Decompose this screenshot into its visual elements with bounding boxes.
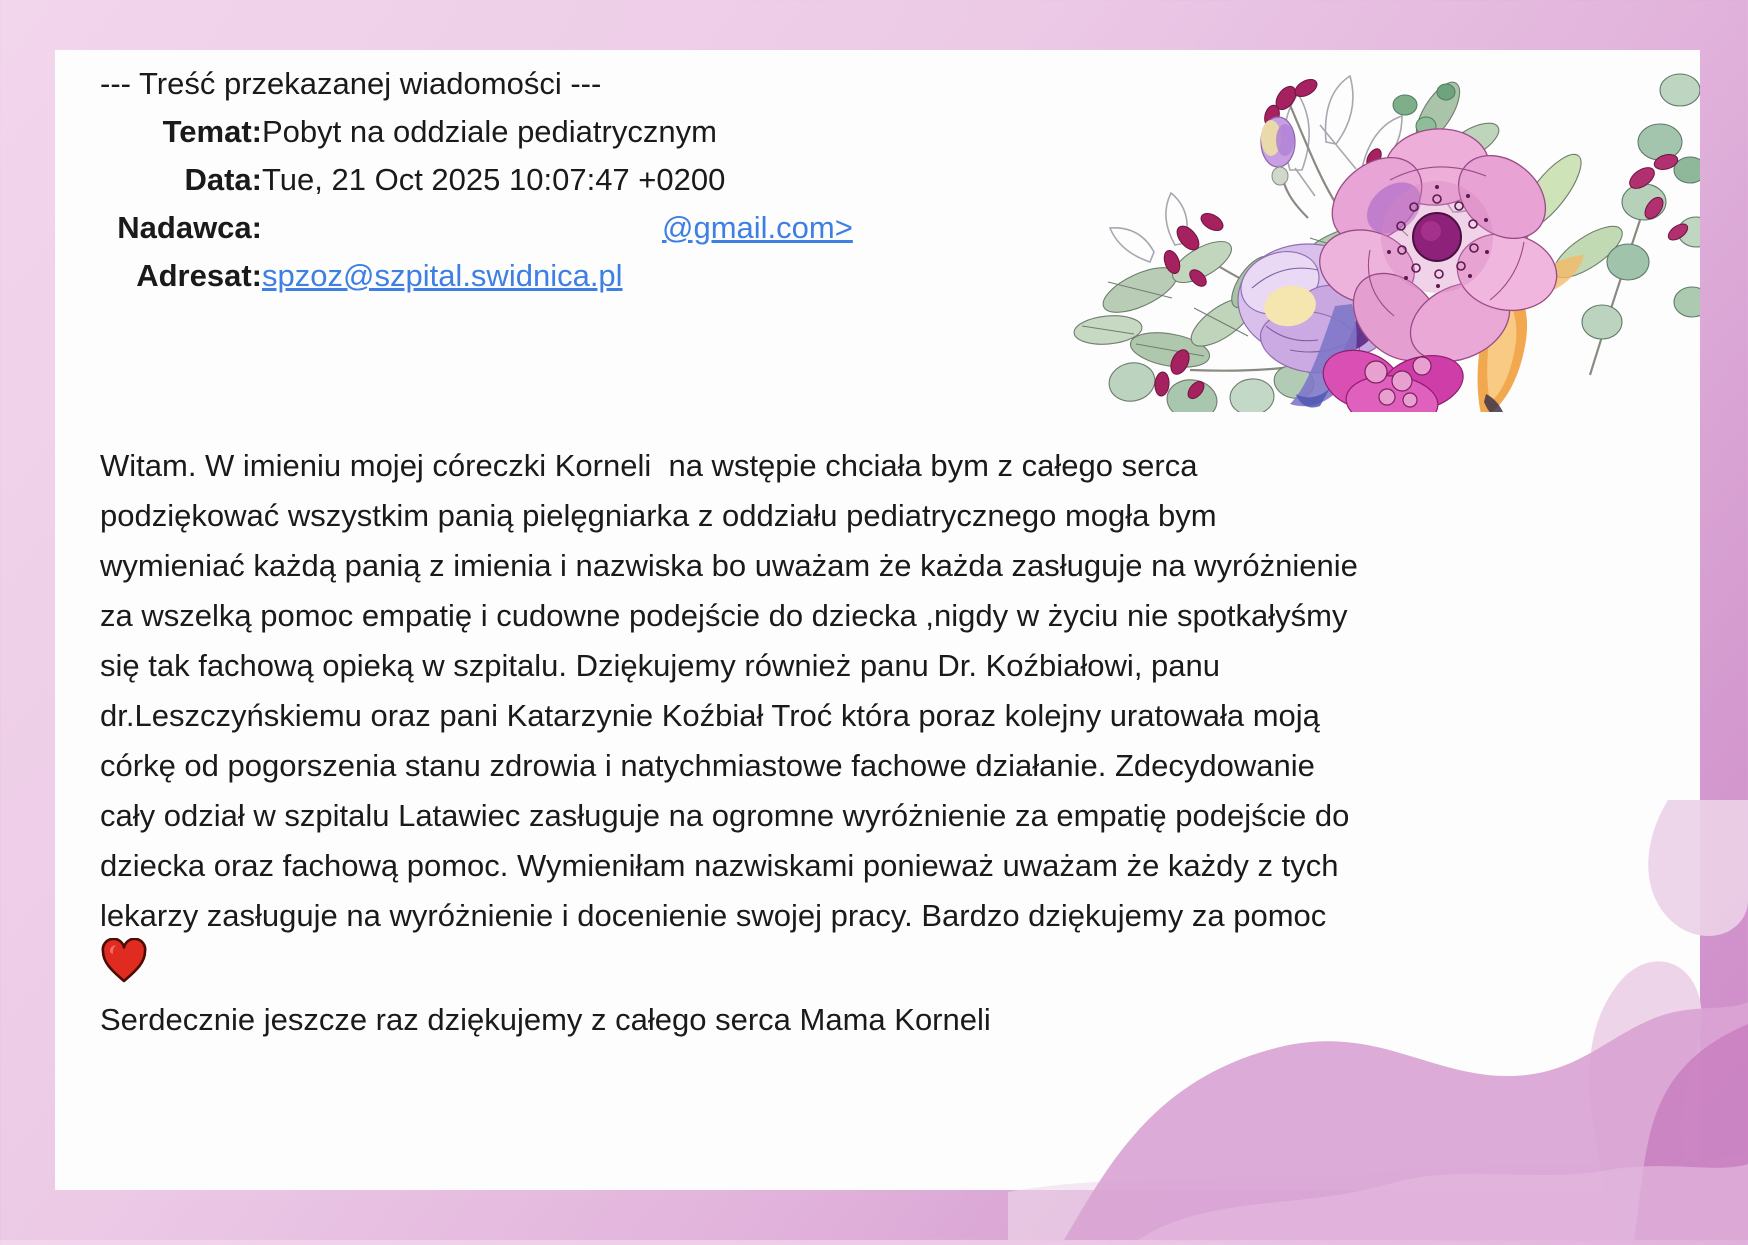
recipient-email-link[interactable]: spzoz@szpital.swidnica.pl [262, 258, 623, 293]
subject-row [100, 108, 853, 156]
sender-row [100, 204, 853, 252]
body-line: podziękować wszystkim panią pielęgniarka z oddziału pediatrycznego mogła bym [100, 498, 1217, 533]
body-line: wymieniać każdą panią z imienia i nazwiska bo uważam że każda zasługuje na wyróżnienie [100, 548, 1358, 583]
date-label: Data: [184, 162, 262, 197]
body-line: się tak fachową opieką w szpitalu. Dziękujemy również panu Dr. Koźbiałowi, panu [100, 648, 1221, 683]
body-line: cały odział w szpitalu Latawiec zasługuje na ogromne wyróżnienie za empatię podejście do [100, 798, 1350, 833]
email-header [100, 60, 853, 300]
forwarded-message-divider: --- Treść przekazanej wiadomości --- [100, 66, 602, 101]
sender-value [262, 204, 853, 252]
recipient-row [100, 252, 853, 300]
body-line: za wszelką pomoc empatię i cudowne podejście do dziecka ,nigdy w życiu nie spotkałyśmy [100, 598, 1348, 633]
date-value: Tue, 21 Oct 2025 10:07:47 +0200 [262, 162, 726, 197]
body-line: lekarzy zasługuje na wyróżnienie i docenienie swojej pracy. Bardzo dziękujemy za pomoc [100, 898, 1327, 933]
heart-icon [100, 938, 148, 999]
sender-email-link[interactable]: @gmail.com> [662, 210, 853, 245]
closing-line: Serdecznie jeszcze raz dziękujemy z całego serca Mama Korneli [100, 1002, 991, 1037]
heart-emoji-row [100, 941, 1358, 995]
recipient-label: Adresat: [136, 258, 262, 293]
date-row [100, 156, 853, 204]
body-line: Witam. W imieniu mojej córeczki Korneli na wstępie chciała bym z całego serca [100, 448, 1198, 483]
sender-label: Nadawca: [117, 210, 262, 245]
recipient-value [262, 252, 623, 300]
subject-label: Temat: [162, 114, 262, 149]
email-body [100, 441, 1358, 1045]
flower-illustration [990, 50, 1700, 412]
body-line: córkę od pogorszenia stanu zdrowia i natychmiastowe fachowe działanie. Zdecydowanie [100, 748, 1315, 783]
body-line: dr.Leszczyńskiemu oraz pani Katarzynie Koźbiał Troć która poraz kolejny uratowała moją [100, 698, 1320, 733]
body-line: dziecka oraz fachową pomoc. Wymieniłam nazwiskami ponieważ uważam że każdy z tych [100, 848, 1339, 883]
email-card [55, 50, 1700, 1190]
subject-value: Pobyt na oddziale pediatrycznym [262, 114, 717, 149]
